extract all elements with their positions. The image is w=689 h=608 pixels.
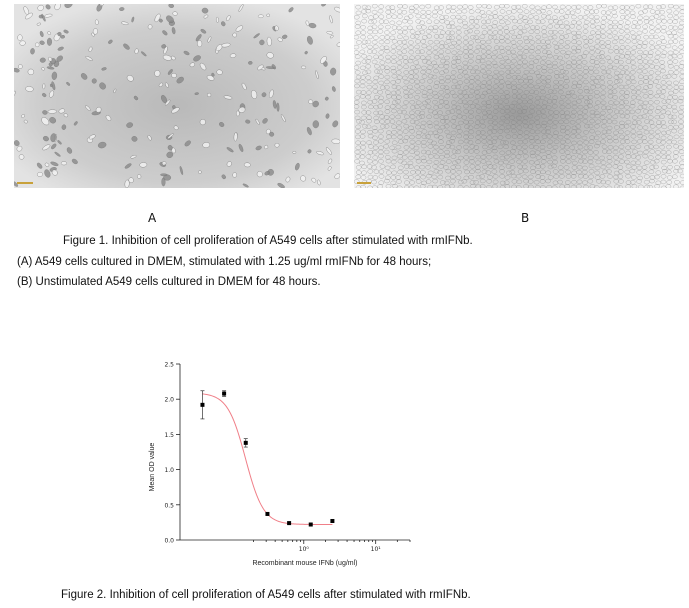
y-tick-label: 1.0 [164,467,174,475]
cell [292,151,296,153]
scale-bar-b [357,182,371,184]
cell [160,174,167,176]
cell [47,38,52,46]
figure-1-title: Figure 1. Inhibition of cell proliferation of A549 cells after stimulated with rmIFNb. [63,235,473,247]
y-tick-label: 0.5 [164,502,174,510]
cell [216,17,219,23]
cell [18,64,22,68]
y-tick-label: 2.5 [164,361,174,369]
data-point [287,521,291,525]
cell [52,72,58,80]
data-point [309,523,313,527]
cell [139,162,147,167]
figure-1-caption-b: (B) Unstimulated A549 cells cultured in DMEM for 48 hours. [17,276,321,288]
cell [48,109,57,113]
figure-1-caption-a: (A) A549 cells cultured in DMEM, stimulated with 1.25 ug/ml rmIFNb for 48 hours; [17,256,432,268]
data-point [244,441,248,445]
cell [37,172,43,177]
y-tick-label: 2.0 [164,396,174,404]
y-tick-label: 1.5 [164,431,174,439]
data-point [222,392,226,396]
micrograph-b [354,4,684,188]
data-point [265,512,269,516]
panel-label-b: B [521,211,530,225]
x-tick-label: 10⁰ [298,546,309,553]
micrograph-a [14,4,340,188]
cell [207,93,211,97]
cell [258,15,263,18]
cell [197,40,202,47]
panel-label-a: A [148,211,157,225]
cell [244,163,251,168]
cell [61,161,67,165]
cell [313,120,319,128]
cell [17,35,22,41]
cell [40,58,46,63]
cell [202,142,210,148]
dose-response-chart [140,352,420,574]
cell [93,28,98,34]
data-point [200,403,204,407]
cell [275,143,280,147]
cell [232,172,236,177]
cell [277,103,280,112]
cell [154,70,160,77]
fit-curve [202,394,332,525]
figure-2-title: Figure 2. Inhibition of cell proliferation of A549 cells after stimulated with rmIFNb. [61,589,471,601]
y-tick-label: 0.0 [164,537,174,545]
y-axis-label: Mean OD value [149,442,156,492]
scale-bar-a [17,182,33,184]
cell [35,43,39,47]
x-axis-label: Recombinant mouse IFNb (ug/ml) [252,560,358,567]
data-point [330,519,334,523]
cell [30,48,35,54]
x-tick-label: 10¹ [370,546,381,553]
cell [95,20,99,25]
cell [42,84,45,89]
micrograph-a-image [14,4,340,188]
micrograph-b-image [354,4,684,188]
